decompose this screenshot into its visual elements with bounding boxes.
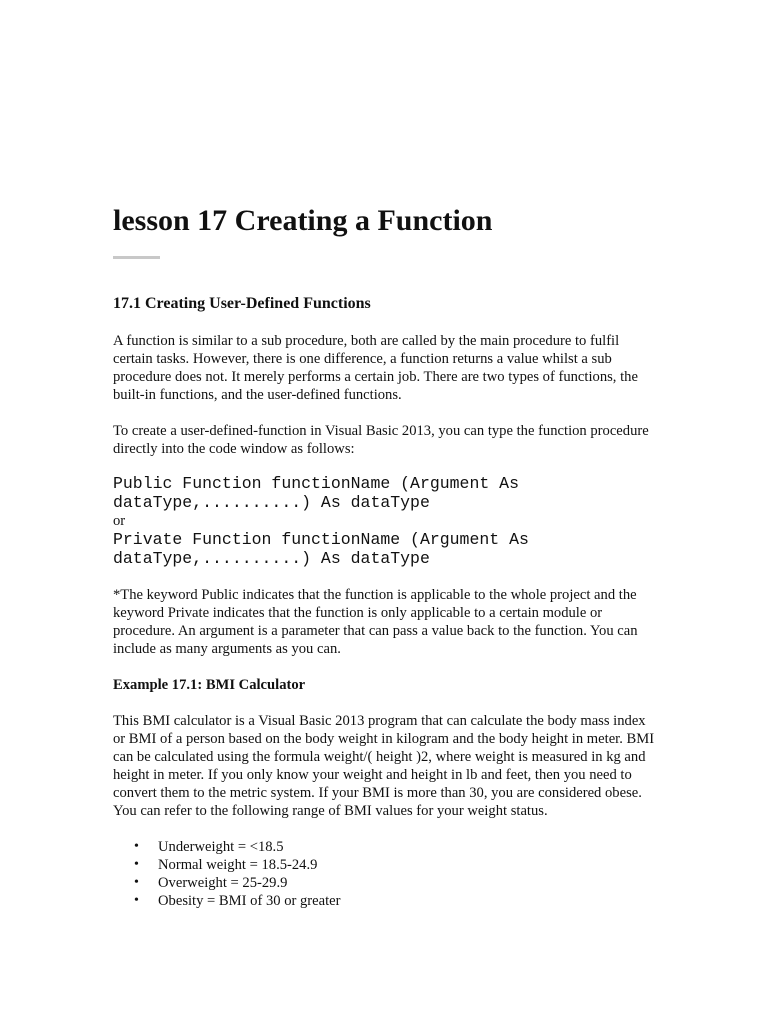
private-function-code: Private Function functionName (Argument As dataType,..........) As dataType xyxy=(113,530,539,568)
example-heading: Example 17.1: BMI Calculator xyxy=(113,677,306,693)
code-examples xyxy=(113,474,658,568)
list-item-text: Normal weight = 18.5-24.9 xyxy=(158,857,318,873)
bullet-icon: • xyxy=(134,857,139,872)
keyword-explanation-paragraph: *The keyword Public indicates that the function is applicable to the whole project and the keyword Private indicates that the function is only applicable to a certain module or procedure. An argument is a parameter that can pass a value back to the function. You can include as many arguments as you can. xyxy=(113,587,638,657)
title-divider xyxy=(113,256,160,259)
intro-paragraph: A function is similar to a sub procedure, both are called by the main procedure to fulfil certain tasks. However, there is one difference, a function returns a value whilst a sub procedure does not. It merely performs a certain job. There are two types of functions, the built-in functions, and the user-defined functions. xyxy=(113,333,638,403)
list-item-text: Underweight = <18.5 xyxy=(158,839,284,855)
bmi-description-paragraph: This BMI calculator is a Visual Basic 2013 program that can calculate the body mass index or BMI of a person based on the body weight in kilogram and the body height in meter. BMI can be calculated using the formula weight/( height )2, where weight is measured in kg and height in meter. If you only know your weight and height in lb and feet, then you need to convert them to the metric system. If your BMI is more than 30, you are considered obese. You can refer to the following range of BMI values for your weight status. xyxy=(113,713,655,819)
bullet-icon: • xyxy=(134,875,139,890)
public-function-code: Public Function functionName (Argument As dataType,..........) As dataType xyxy=(113,474,529,512)
list-item-text: Overweight = 25-29.9 xyxy=(158,875,288,891)
list-item xyxy=(134,856,658,874)
list-item xyxy=(134,892,658,910)
list-item-text: Obesity = BMI of 30 or greater xyxy=(158,893,341,909)
bullet-icon: • xyxy=(134,893,139,908)
bullet-icon: • xyxy=(134,839,139,854)
or-separator: or xyxy=(113,513,126,529)
page-title: lesson 17 Creating a Function xyxy=(113,204,493,237)
list-item xyxy=(134,838,658,856)
section-heading: 17.1 Creating User-Defined Functions xyxy=(113,295,371,312)
create-function-paragraph: To create a user-defined-function in Visual Basic 2013, you can type the function procedure directly into the code window as follows: xyxy=(113,423,649,457)
bmi-range-list xyxy=(113,838,658,910)
list-item xyxy=(134,874,658,892)
document-page xyxy=(113,200,658,910)
